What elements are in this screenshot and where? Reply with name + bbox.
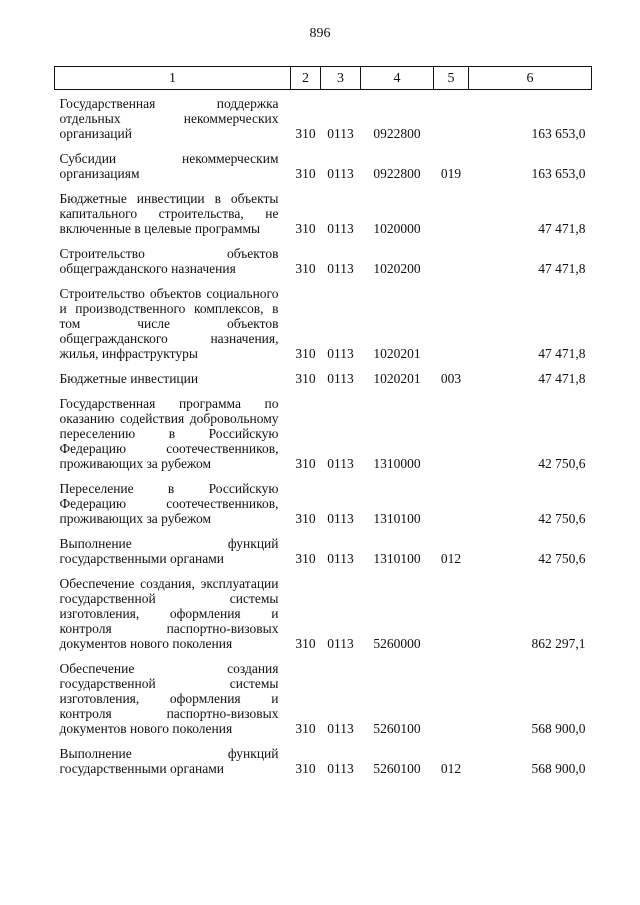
row-col-5: 019 [440,166,462,181]
row-col-4: 1310100 [373,511,421,526]
row-col-3: 0113 [327,261,354,276]
table-row [55,526,592,566]
table-row [55,141,592,181]
row-col-5: 003 [440,371,462,386]
row-name: Обеспечение создания государственной системы изготовления, оформления и контроля паспортно-визовых документов нового поколения [59,661,279,736]
row-amount: 42 750,6 [538,551,586,566]
row-name: Бюджетные инвестиции [59,371,199,386]
row-amount: 47 471,8 [538,371,586,386]
row-name: Выполнение функций государственными органами [59,746,279,776]
row-col-5 [434,181,469,236]
row-amount: 47 471,8 [538,221,586,236]
row-col-2: 310 [295,551,316,566]
row-col-2: 310 [295,511,316,526]
row-col-5: 012 [440,761,462,776]
row-name: Субсидии некоммерческим организациям [59,151,279,181]
table-row [55,471,592,526]
page-number: 896 [309,26,331,41]
row-col-2: 310 [295,456,316,471]
row-col-3: 0113 [327,761,354,776]
row-col-3: 0113 [327,346,354,361]
row-name: Строительство объектов общегражданского назначения [59,246,279,276]
row-col-5 [434,651,469,736]
row-col-4: 1020201 [373,371,421,386]
row-col-3: 0113 [327,456,354,471]
row-col-4: 1310100 [373,551,421,566]
row-name: Обеспечение создания, эксплуатации государственной системы изготовления, оформления и контроля паспортно-визовых документов нового поколения [59,576,279,651]
row-col-3: 0113 [327,511,354,526]
header-col-5: 5 [434,67,469,90]
row-col-5 [434,276,469,361]
table-row [55,181,592,236]
row-amount: 163 653,0 [531,126,586,141]
budget-table [54,66,592,776]
row-col-5 [434,236,469,276]
header-col-6: 6 [469,67,592,90]
row-col-4: 5260100 [373,761,421,776]
row-col-4: 1310000 [373,456,421,471]
row-name: Государственная поддержка отдельных некоммерческих организаций [59,96,279,141]
row-amount: 47 471,8 [538,346,586,361]
table-row [55,90,592,142]
row-amount: 862 297,1 [531,636,586,651]
row-col-3: 0113 [327,221,354,236]
row-col-2: 310 [295,166,316,181]
table-row [55,236,592,276]
row-name: Строительство объектов социального и производственного комплексов, в том числе объектов общегражданского назначения, жилья, инфраструктуры [59,286,279,361]
row-col-5 [434,471,469,526]
row-col-2: 310 [295,346,316,361]
row-amount: 163 653,0 [531,166,586,181]
header-row [55,67,592,90]
row-amount: 47 471,8 [538,261,586,276]
row-col-4: 5260000 [373,636,421,651]
table-header [55,67,592,90]
row-col-5 [434,566,469,651]
header-col-1: 1 [55,67,291,90]
row-name: Переселение в Российскую Федерацию соотечественников, проживающих за рубежом [59,481,279,526]
row-col-4: 5260100 [373,721,421,736]
row-col-4: 1020201 [373,346,421,361]
row-col-5: 012 [440,551,462,566]
row-amount: 42 750,6 [538,456,586,471]
table-row [55,651,592,736]
header-col-4: 4 [361,67,434,90]
row-amount: 42 750,6 [538,511,586,526]
row-col-2: 310 [295,126,316,141]
header-col-3: 3 [321,67,361,90]
row-col-3: 0113 [327,721,354,736]
row-col-3: 0113 [327,166,354,181]
row-name: Бюджетные инвестиции в объекты капитального строительства, не включенные в целевые программы [59,191,279,236]
table-row [55,386,592,471]
row-col-2: 310 [295,636,316,651]
row-col-2: 310 [295,721,316,736]
row-col-4: 1020200 [373,261,421,276]
row-col-2: 310 [295,371,316,386]
row-name: Государственная программа по оказанию содействия добровольному переселению в Российскую Федерацию соотечественников, проживающих за рубежом [59,396,279,471]
row-col-4: 0922800 [373,166,421,181]
row-col-3: 0113 [327,636,354,651]
row-col-3: 0113 [327,126,354,141]
table-row [55,361,592,386]
row-amount: 568 900,0 [531,721,586,736]
row-col-2: 310 [295,221,316,236]
row-col-4: 1020000 [373,221,421,236]
row-amount: 568 900,0 [531,761,586,776]
header-col-2: 2 [291,67,321,90]
row-col-2: 310 [295,261,316,276]
table-row [55,276,592,361]
row-col-5 [434,386,469,471]
table-row [55,736,592,776]
row-name: Выполнение функций государственными органами [59,536,279,566]
row-col-3: 0113 [327,371,354,386]
row-col-4: 0922800 [373,126,421,141]
row-col-5 [434,90,469,142]
row-col-2: 310 [295,761,316,776]
table-row [55,566,592,651]
row-col-3: 0113 [327,551,354,566]
